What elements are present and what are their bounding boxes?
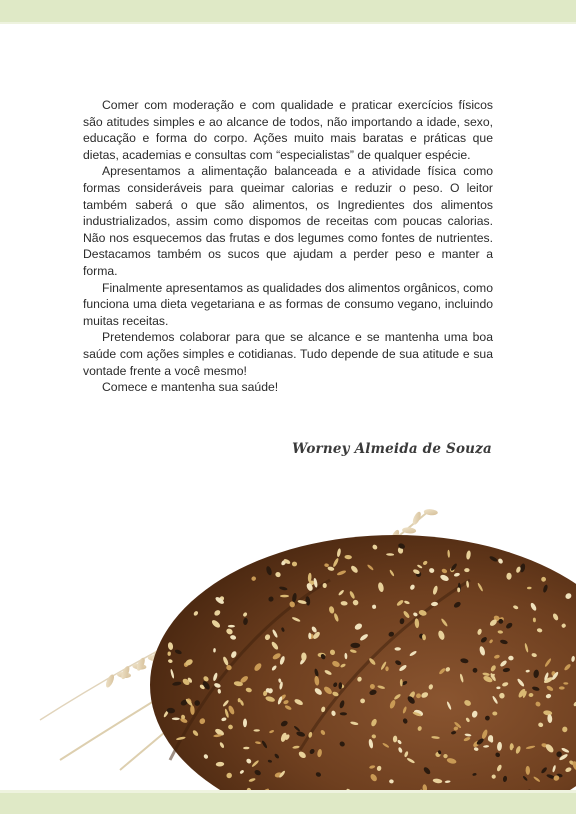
paragraph-3: Finalmente apresentamos as qualidades dos alimentos orgânicos, como funciona uma dieta vegetariana e as formas de consumo vegano, incluindo muitas receitas. xyxy=(83,280,493,328)
paragraph-4: Pretendemos colaborar para que se alcance e se mantenha uma boa saúde com ações simples e cotidianas. Tudo depende de sua atitude e sua vontade frente a você mesmo! xyxy=(83,330,493,378)
paragraph-5: Comece e mantenha sua saúde! xyxy=(102,380,279,395)
top-band xyxy=(0,0,576,22)
seeded-bread-icon xyxy=(150,535,576,792)
author-signature: Worney Almeida de Souza xyxy=(292,441,492,457)
paragraph-1: Comer com moderação e com qualidade e praticar exercícios físicos são atitudes simples e ao alcance de todos, não importando a idade, sexo, educação e forma do corpo. Ações muito mais baratas e práticas que dietas, academias e consultas com “especialistas” de qualquer espécie. xyxy=(83,98,493,162)
preface-text xyxy=(83,97,493,396)
bottom-band xyxy=(0,793,576,814)
top-band-line xyxy=(0,22,576,24)
bread-illustration xyxy=(0,470,576,792)
paragraph-2: Apresentamos a alimentação balanceada e a atividade física como formas consideráveis para queimar calorias e reduzir o peso. O leitor também saberá o que são alimentos, os Ingredientes dos alimentos industrializados, assim como dispomos de receitas com poucas calorias. Não nos esquecemos das frutas e dos legumes como fontes de nutrientes. Destacamos também os sucos que ajudam a perder peso e manter a forma. xyxy=(83,164,493,278)
